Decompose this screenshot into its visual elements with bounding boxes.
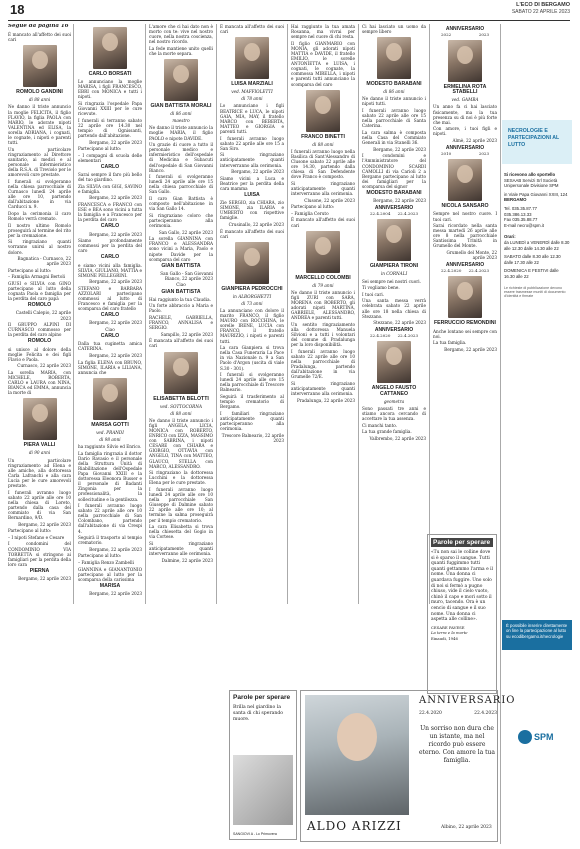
anniversary-heading: ANNIVERSARIO (374, 205, 414, 212)
text: I funerali avranno luogo sabato 22 aprile alle ore 10 nella chiesa di Loreto, partendo dalla casa del commiato di via San Bernardino, 9/D. (8, 489, 71, 521)
anniversary-heading: ANNIVERSARIO (445, 262, 485, 269)
text: Ne danno il triste annuncio i nipoti tutti. (362, 96, 426, 107)
signature-line: Crusinallo, 22 aprile 2023 (228, 221, 284, 227)
spm-logo (518, 728, 562, 746)
text: La cara salma è composta nella Casa del Commiato Generali in via Stanelli 36. (362, 129, 426, 146)
deceased-name: CARLO (100, 333, 120, 340)
text: – Famiglia Renzo Zambelli (78, 560, 134, 566)
deceased-name: ROMOLO (27, 338, 52, 345)
text: La cara Elisabetta si trova nella chiesetta del Gogio in via Cortese. (149, 524, 213, 540)
anniversary-heading: ANNIVERSARIO (445, 145, 485, 152)
text: I funerali avranno luogo sabato 22 aprile alle ore 15 nella parrocchiale di Santa Caterina. (362, 108, 426, 129)
text: Ne danno il triste annuncio i figli ZURI con SARA, MORENA con ROBERTO, gli adorati nipoti MARTINA, GABRIELE, ALESSANDRO, ANDREA e parenti tutti. (291, 289, 355, 321)
text: Un particolare ringraziamento al Direttore sanitario, ai medici e al personale infermieristico della R.S.A. di Treviolo per le amorevoli cure prestate. (8, 146, 71, 178)
signature-line: Bergamo, 22 aprile 2023 (231, 169, 284, 175)
deceased-name: LUISA (244, 191, 260, 198)
column-divider (500, 24, 501, 844)
text: I funerali avranno luogo sabato 22 aprile alle ore 10 nella parrocchiale di San Colombano, partendo dall'abitazione di via Crespi 4. (78, 503, 142, 534)
text: Si ringraziano coloro che parteciperanno alla cerimonia. (149, 212, 213, 229)
text: È mancato all'affetto dei suoi cari (8, 32, 71, 43)
text: Si ringraziano anticipatamente quanti interverranno alla cerimonia. (291, 180, 355, 197)
text: Ci hai lasciato un uomo da sempre libero (362, 24, 426, 35)
text: Partecipano al lutto: (291, 204, 335, 210)
signature-line: Curnasco, 22 aprile 2023 (17, 363, 71, 369)
text: Si ringraziano anticipatamente quanti interverranno alla cerimonia. (291, 380, 355, 397)
deceased-name: ALDO ARIZZI (307, 819, 402, 833)
notice-text: Le richieste di pubblicazione devono essere trasmesse muniti di documento d'identità e firmate (504, 285, 566, 299)
portrait-photo (305, 695, 409, 815)
contact-info (504, 172, 570, 299)
deceased-name: CARLO (100, 254, 120, 261)
text: Sempre nel nostro cuore. I tuoi cari. (433, 211, 497, 222)
hours-sunday: DOMENICA E FESTIVI dalle 16.30 alle 22 (504, 268, 559, 279)
signature-line: Stezzano, 22 aprile 2023 (373, 320, 426, 326)
text: La annunciano con dolore il marito FRANCO, il figlio MAURO con ROCCHINA, le sorelle IRENE, LUCIA con FRANCO, il fratello MAURIZIO, i nipoti e parenti tutti. (220, 308, 284, 344)
signature-line: Dalmine, 22 aprile 2023 (161, 557, 213, 563)
deceased-subtitle: ved. MAFFIOLETTI (231, 89, 273, 95)
text: I funerali si svolgeranno lunedì 24 aprile alle ore 15 nella parrocchiale di Trescore Balneario. (220, 372, 284, 393)
text: Lo annunciano la moglie MARISA, i figli FRANCESCO, EBRI con MONICA e tutti i nipoti. (78, 79, 142, 100)
signature-line: Valbrembo, 22 aprile 2023 (369, 435, 426, 441)
deceased-name: MODESTO BARABANI (366, 81, 422, 88)
portrait-photo (235, 37, 269, 79)
deceased-name: GIANPIERA PEDROCCHI (221, 285, 283, 292)
portrait-photo (164, 352, 198, 394)
deceased-subtitle: in CORNALI (380, 271, 408, 277)
portrait-photo (306, 231, 340, 273)
portrait-photo (377, 219, 411, 261)
parole-per-sperare-quote-box (427, 534, 497, 694)
column-divider (429, 24, 430, 604)
signature-line: Bergamo, 22 aprile 2023 (89, 279, 142, 285)
column-2 (78, 24, 142, 844)
deceased-age: di 73 anni (241, 300, 263, 306)
artwork-caption: SANGIOVI A - Lo Primovera (233, 832, 277, 836)
portrait-photo (448, 276, 482, 318)
deceased-name: LUISA MARZIALI (231, 81, 273, 88)
date-from: 22.4.2004 (370, 211, 391, 217)
section-title: NECROLOGIE E PARTECIPAZIONI AL LUTTO (508, 128, 560, 148)
text: I funerali avranno luogo sabato 22 aprile alle ore 10 nella parrocchiale di Pradalunga, partendo dall'abitazione in via Grumelle 72/E. (291, 348, 355, 380)
text: Ne danno il triste annuncio i figli ANGELA, LICIA, MONICA con ROBERTO, ENRICO con IZZA, MASSIMO con SABRINA, i nipoti CESARE con CHIARA e GIORGIO, OTTAVIA con ANGELO, TINA con MATTEO, GLAUCO, STELLA con MARCO, ALESSANDRO. (149, 417, 213, 469)
box-title: Parole per sperare (431, 538, 493, 547)
portrait-photo (23, 45, 57, 87)
text: Dalla tua cuginetta amica CATERINA. (78, 341, 142, 352)
text: Un particolare ringraziamento ad Elena e alle amiche, alla dottoressa Carla Lafranchi e alla cara Lucia per le cure amorevoli prestate. (8, 457, 71, 488)
signature-line: San Gallo - San Giovanni Bianco, 22 aprile 2023 (160, 270, 213, 281)
deceased-subtitle: in ALBORGHETTI (232, 293, 272, 299)
quote-publisher: Einaudi, 1946 (431, 635, 458, 641)
text: – I compagni di scuola delle elementari (78, 152, 142, 163)
deceased-name: MARISA GOTTI (91, 421, 129, 428)
text: La tua famiglia. (433, 340, 467, 346)
text: La famiglia ringrazia il dottor Dario Ravasio e il personale della Struttura Unità di Riabilitazione dell'Ospedale Papa Giovanni XXIII e la dottoressa Eleonora Busser e il personale di Badanti Zingonia per la professionalità, la sollecitudine e la gentilezza. (78, 450, 142, 502)
text: Si ringraziano anticipatamente quanti interverranno alla cerimonia. (220, 152, 284, 168)
text: Una santa messa verrà celebrata sabato 22 aprile alle ore 18 nella chiesa di Stezzano. (362, 298, 426, 319)
online-notice[interactable] (502, 620, 572, 650)
text: Partecipano al lutto: (78, 146, 122, 152)
text: Un grazie di cuore a tutto il personale medico e infermieristico dell'ospedale di Medicina e Subacuti dell'ospedale di San Giovanni Bianco. (149, 142, 213, 173)
portrait-photo (448, 40, 482, 82)
contact-email[interactable]: E-mail necro@spm.it (504, 222, 544, 228)
date-from: 22.4.2020 (370, 333, 391, 339)
text: I condomini del CONDOMINIO VIA TORRETTA si stringono ai famigliari per la perdita della loro cara (8, 541, 71, 567)
portrait-photo (93, 378, 127, 420)
deceased-subtitle: ved. GAMBA (451, 97, 479, 103)
date-from: 2022 (441, 32, 452, 38)
parole-per-sperare-box (229, 690, 297, 840)
text: GIUSI e SILVIA con GINO partecipano al lutto della cognata Paola e famiglia per la perdita del caro papà (8, 280, 71, 302)
text: Ne danno il triste annuncio la moglie MARIA, il figlio PAOLO e nipote DAVIDE. (149, 125, 213, 141)
anniversary-dates (419, 711, 497, 716)
text: Siamo vicini a Luca e Beatrice per la perdita della cara mamma (220, 175, 284, 191)
text: Seguirà il trasferimento al tempio crematorio di Bergamo. (220, 394, 284, 410)
contact-fax: Fax 035.35.88.77 (504, 217, 538, 223)
portrait-photo (93, 27, 127, 69)
signature-line: Sampillo, 22 aprile 2023 (160, 331, 213, 337)
text: Seguirà il trasporto al tempio crematorio. (78, 535, 142, 546)
quote-author: CESARE PAVESE (431, 624, 465, 630)
text: È mancata all'affetto dei suoi cari (149, 338, 213, 349)
text: Ciao (105, 327, 115, 333)
text: e siamo vicini alla famiglia. SILVIA, GIULIANO, MATTIA e SIMONE PELLEGRINI. (78, 262, 142, 278)
text: Dopo la cerimonia il caro Romolo verrà cremato. (8, 210, 71, 221)
text: Ne danno il triste annuncio la moglie FELICITA, il figlio FLAVIO, la figlia PAOLA con MARIO, le adorate nipoti VALENTINA ed ELISA, la sorella ADRIANA, i cognati, le cognate, i nipoti e parenti tutti. (8, 104, 71, 146)
deceased-name: PIERA VALLI (23, 442, 56, 449)
deceased-name: GIAN BATTISTA MORALI (150, 103, 212, 110)
deceased-name: ANGELO FAUSTO CATTANEO (371, 385, 417, 397)
contact-company: SESAAB Servizi Srl Società Unipersonale Divisione SPM (504, 177, 559, 189)
box-title: Parole per sperare (233, 694, 291, 701)
hours-heading: Orari: (504, 234, 516, 240)
signature-line: Bergamo, 22 aprile 2023 (89, 139, 142, 145)
artwork-image (233, 755, 293, 825)
deceased-name: GIAN BATTISTA (161, 262, 201, 269)
hours-weekday: da LUNEDÌ a VENERDÌ dalle 8.30 alle 12.30 dalle 14.30 alle 22 (504, 239, 570, 251)
header-divider (8, 20, 570, 21)
signature-line: Bergamo, 22 aprile 2023 (89, 195, 142, 201)
deceased-name: GIAN BATTISTA (161, 288, 201, 295)
signature-line: Bergamo, 22 aprile 2023 (18, 521, 71, 527)
contact-heading: Si ricevono allo sportello (504, 172, 556, 177)
column-3 (149, 24, 213, 844)
deceased-name: GIAMPIERA TIRONI (369, 263, 419, 270)
deceased-name: PIERNA (29, 567, 50, 574)
page-header (0, 0, 580, 22)
deceased-age: di 79 anni (312, 282, 334, 288)
deceased-name: NICOLA SANSARO (441, 203, 489, 210)
text: L'amore che ci hai dato non è morto con te: vive nel nostro cuore, nella nostra coscienza, nel nostro ricordo. (149, 24, 213, 45)
column-6 (362, 24, 426, 686)
anniversary-heading: ANNIVERSARIO (419, 695, 516, 706)
newspaper-name: L'ECO DI BERGAMO (516, 2, 570, 8)
text: FRANCESCA e FRANCO con ESE e BEA sono vicini a tutta la famiglia e a Francesco per la perdita del caro (78, 202, 142, 223)
deceased-age: di 88 anni (28, 97, 51, 103)
text: Lo annunciano i figli BEATRICE e LUCA, le nipoti GAIA, MIA, MAY, il fratello MARCO con BEBERTA, MATTEO e GIORGIA e parenti tutti. (220, 103, 284, 134)
text: La tua grande famiglia. (362, 429, 412, 435)
text: Un sentito ringraziamento alla dottoressa Manuela Silvioni e a tutti i volontari del comune di Pradalunga per la loro disponibilità. (291, 321, 355, 348)
text: La sorella MARIA, con MICHELE, ROBERTA, CARLO e LAURA con NINA, BIANCA ed EMMA, annuncia la morte di (8, 369, 71, 396)
continued-from: Segue da pagina 16 (8, 24, 69, 29)
signature-line: Grumello del Monte, 22 aprile 2023 (446, 250, 497, 261)
text: Si ringraziano anticipatamente quanti interverranno alle cerimonia. (149, 540, 213, 557)
box-body: «Tu non sai le colline dove si è sparso il sangue. Tutti quanti fuggimmo tutti quanti gettammo l'arma e il nome. Una donna ci guardava fuggire. Uno solo di noi si fermò a pugno chiuso, vide il cielo vuoto, chinò il capo e morì sotto il muro, tacendo. Ora è un cencio di sangue e il suo nome. Una donna ci aspetta alle colline». (431, 550, 493, 623)
text: I tuoi cari. (362, 291, 385, 297)
deceased-name: FERRUCCIO REMONDINI (434, 320, 496, 327)
text: I familiari ringraziano anticipatamente quanti parteciperanno alla cerimonia. (220, 410, 284, 432)
text: Il caro Gian Battista è composto nell'abitazione in via San Gallo 14. (149, 196, 213, 212)
text: Hai raggiunto la tua Claudia. (149, 296, 211, 302)
anniversary-dates (433, 151, 497, 156)
spm-logo-icon (518, 730, 532, 744)
deceased-name: ERMELINA ROTA STABELLI (443, 84, 487, 96)
text: si unisce al dolore della moglie Felicita e dei figli Flavio e Paola. (8, 346, 71, 362)
date-from: 22.4.2020 (419, 711, 442, 716)
deceased-age: di 98 anni (99, 436, 121, 442)
signature-line: Bergamo, 22 aprile 2023 (89, 352, 142, 358)
deceased-subtitle: ved. SOTTOCORNA (159, 403, 203, 409)
signature-line: Bergamo, 22 aprile 2023 (89, 546, 142, 552)
hours-saturday: SABATO dalle 8.30 alle 12.30 dalle 17.30 alle 22 (504, 254, 561, 265)
text: Partecipano al lutto: (8, 267, 52, 273)
contact-city: BERGAMO (504, 197, 527, 203)
signature-line: Trescore Balneario, 22 aprile 2023 (221, 432, 284, 443)
text: Si ringraziano la dottoressa Lucchini e la dottoressa Elena per le cure prestate. (149, 470, 213, 486)
text: ha raggiunto Silvio ed Enrico. (78, 444, 142, 450)
signature-line: Albino, 22 aprile 2023 (441, 825, 492, 830)
signature-line: Castelli Calepio, 22 aprile 2023 (15, 310, 71, 321)
column-7 (433, 24, 497, 530)
text: I funerali avranno luogo sabato 22 aprile alle ore 15 a San Siro. (220, 135, 284, 151)
deceased-name: ROMOLO GANDINI (16, 89, 63, 96)
text: Il figlio GIANMARIO con MONIA, gli adorati nipoti MATTIA e DAVIDE, il fratello EMILIO, le sorelle ANTONIETTA e LUISA, i cognati, le cognate, la commossa MIRELLA, i nipoti e parenti tutti annunciano la scomparsa del caro (291, 40, 355, 87)
text: Sono passati tre anni e stiamo ancora cercando di accettare la tua assenza. (362, 405, 426, 421)
text: Sarai ricordato nella santa messa martedì 26 aprile alle ore 8 nella parrocchiale Santissima Trinità in Grumello del Monte. (433, 223, 497, 249)
text: Zia SILVIA con GIGI, SAVINO e famiglia. (78, 183, 142, 194)
text: La figlia ELENA con BRUNO, SIMONE, ILARIA e LILIANA, annuncia che (78, 359, 142, 375)
column-1 (8, 24, 71, 844)
date-to: 22.4.2023 (474, 711, 497, 716)
text: Ci manchi tanto. (362, 422, 398, 428)
signature-line: Bergamo, 22 aprile 2023 (373, 146, 426, 152)
text: La cara Gianpiera si trova nella Casa Funeraria La Pace in via Nazionale n. 9 a San Paolo d'Argon (uscita di viale S.30 - 301). (220, 345, 284, 371)
portrait-photo (235, 242, 269, 284)
text: È mancato all'affetto dei suoi cari (291, 217, 355, 228)
deceased-age: di 78 anni (241, 96, 263, 102)
portrait-photo (377, 341, 411, 383)
text: Ti vogliamo bene. (362, 285, 400, 291)
portrait-photo (164, 59, 198, 101)
text: GIANNINA e GIANANTONIO partecipano al lutto per la scomparsa della carissima (78, 566, 142, 582)
signature-line: Bergamo, 22 aprile 2023 (18, 576, 71, 581)
online-notice-text: È possibile inserire direttamente on line la partecipazione al lutto su ecodibergamo.it/necrologie (506, 623, 568, 639)
spm-logo-text: SPM (534, 732, 554, 742)
column-divider (216, 24, 217, 604)
featured-anniversary (300, 690, 516, 842)
date-from: 22.4.2020 (441, 268, 462, 274)
portrait-photo (23, 398, 57, 440)
deceased-age: di 88 anni (312, 141, 334, 147)
box-body: Brilla nel giardino la santa di chi sperando muore. (233, 705, 284, 722)
text: Un forte abbraccio a Maria e Paolo. (149, 303, 213, 314)
text: STEFANO e BARBARA AZZOLARI partecipano commossi al lutto di Francesco e famiglia per la scomparsa del caro fratello (78, 285, 142, 312)
text: I funerali si svolgeranno nella chiesa parrocchiale di Curnasco lunedì 24 aprile alle ore 10, partendo dall'abitazione in via Carducci n. 9. (8, 178, 71, 210)
text: Con amore, i tuoi figli e nipoti. (433, 126, 497, 137)
deceased-name: MARCELLO COLOMBI (295, 274, 351, 281)
text: È mancata all'affetto dei suoi cari (220, 24, 284, 35)
anniversary-dates (362, 333, 426, 338)
deceased-name: FRANCO BINETTI (301, 133, 345, 140)
text: Zie SERGIO, zia CHIARA, zio SIMONE, zia ILARIA e UMBERTO con rispettive famiglie. (220, 200, 284, 221)
portrait-photo (306, 90, 340, 132)
section-label (502, 120, 572, 164)
deceased-subtitle: geometra (383, 398, 405, 404)
text: Hai raggiunto la tua amata Rosanna, ma vivrai per sempre nel cuore di chi resta. (291, 24, 355, 40)
text: – Famiglia Ceruto (291, 210, 329, 216)
text: Il GRUPPO ALPINI DI CURNASCO commosso per la perdita del caro alpino (8, 322, 71, 338)
anniversary-dates (433, 32, 497, 37)
deceased-name: CARLO BORSATI (88, 71, 132, 77)
column-divider (358, 24, 359, 604)
portrait-photo (377, 37, 411, 79)
text: I funerali avranno luogo nella Basilica di Sant'Alessandro di Clusone sabato 22 aprile alle ore 14.30, partendo dalla chiesa di San Defendente dove Franco è composto. (291, 148, 355, 180)
text: Ciao (176, 282, 186, 288)
quote-source: La terra e la morte (431, 630, 468, 636)
text: Si ringraziano quanti vorranno unirsi al nostro dolore. (8, 239, 71, 255)
anniversary-dates (433, 268, 497, 273)
deceased-age: di 86 anni (383, 89, 405, 95)
signature-line: San Gallo, 22 aprile 2023 (158, 229, 213, 235)
deceased-name: ELISABETTA BELOTTI (153, 395, 209, 402)
deceased-name: CARLO (100, 164, 120, 170)
text: Si ringrazia l'ospedale Papa Giovanni XXIII per le cure ricevute. (78, 100, 142, 117)
text: Sarai sempre il faro più bello del tuo giardino. (78, 172, 142, 183)
column-divider (287, 24, 288, 604)
contact-phone: Tel. 035.35.87.77 (504, 205, 537, 211)
date-to: 2023 (478, 32, 489, 38)
text: I funerali si svolgeranno lunedì 24 aprile alle ore 15 nella chiesa parrocchiale di San Gallo. (149, 174, 213, 195)
portrait-photo (448, 159, 482, 201)
text: È mancato all'affetto dei suoi cari (220, 228, 284, 239)
signature-line: Clusone, 22 aprile 2023 (304, 197, 355, 203)
text: I funerali si terranno sabato 22 aprile ore 14.30 nel tempio di Ognissanti, partendo dall'abitazione. (78, 117, 142, 139)
deceased-subtitle: maestro (172, 118, 190, 124)
signature-line: Pradalunga, 22 aprile 2023 (296, 397, 355, 403)
date-to: 22.4.2023 (397, 211, 418, 217)
column-divider (145, 24, 146, 604)
text: Un anno fa ci hai lasciato fisicamente, ma la tua presenza su di noi è più forte che mai. (433, 104, 497, 125)
text: La fede mantiene unito quelli che la morte separa. (149, 45, 213, 56)
anniversary-heading: ANNIVERSARIO (374, 327, 414, 334)
signature-line: Bergamo, 22 aprile 2023 (444, 346, 497, 352)
column-divider (73, 24, 74, 604)
signature-line: Almè, 22 aprile 2023 (452, 138, 497, 144)
signature-line: Bergamo, 22 aprile 2023 (89, 231, 142, 237)
column-4 (220, 24, 284, 686)
text: Anche lontano sei sempre con noi. (433, 328, 497, 339)
text: I condomini e l'Amministratore del CONDOMINIO SCARDI CAMOLLI di via Carioli 2 a Bergamo partecipano al lutto dei famigliari per la scomparsa del signor (362, 153, 426, 189)
contact-phone-2: 035.386.13.33 (504, 211, 532, 217)
anniversary-dates (362, 211, 426, 216)
text: Partecipano al lutto: (78, 553, 122, 559)
page-number: 18 (10, 2, 25, 17)
date-to: 22.4.2023 (468, 268, 489, 274)
text: La sorella GIANNINA con FRANCO e ALESSANDRA sono vicini a Maria, Paolo e nipote Davide per la scomparsa del caro (149, 236, 213, 262)
signature-line: Bagnatica - Curnasco, 22 aprile 2023 (17, 256, 71, 267)
text: RACHELE, GABRIELLA, FRANCO, ANNALISA e SERGIO. (149, 314, 213, 331)
signature-line: Bergamo, 22 aprile 2023 (89, 591, 142, 596)
column-5 (291, 24, 355, 686)
deceased-age: di 88 anni (170, 410, 192, 416)
text: – I nipoti Stefano e Cesare (8, 534, 65, 540)
date-to: 2023 (478, 151, 489, 157)
deceased-age: di 86 anni (170, 111, 192, 117)
deceased-name: MARISA (99, 582, 121, 589)
deceased-name: CARLO (100, 312, 120, 319)
text: – Famiglia Armagni Bertoli (8, 274, 66, 280)
date-to: 22.4.2023 (397, 333, 418, 339)
date-from: 2010 (441, 151, 452, 157)
contact-address: in Viale Papa Giovanni XXIII, 124 (504, 191, 568, 197)
text: Partecipano al lutto: (8, 528, 52, 534)
text: I funerali avranno luogo lunedì 24 aprile alle ore 10 nella parrocchiale San Giuseppe di Dalmine sabato 22 aprile alle ore 10; al termine la salma proseguirà per il tempio crematorio. (149, 487, 213, 523)
deceased-age: di 90 anni (28, 450, 51, 456)
deceased-name: MODESTO BARABANI (366, 189, 422, 196)
text: Sei sempre nei nostri cuori. (362, 278, 421, 284)
deceased-subtitle: ved. PRANDI (96, 429, 124, 435)
anniversary-quote: Un sorriso non dura che un istante, ma nel ricordo può essere eterno. Con amore la tua famiglia. (419, 725, 496, 764)
signature-line: Bergamo, 22 aprile 2023 (373, 198, 426, 204)
deceased-name: ROMOLO (27, 302, 52, 309)
newspaper-date: SABATO 22 APRILE 2023 (511, 9, 570, 15)
signature-line: Bergamo, 22 aprile 2023 (89, 320, 142, 326)
anniversary-heading: ANNIVERSARIO (445, 26, 485, 32)
text: Il nostro ultimo Romolo proseguirà al termine del rito per la cremazione. (8, 222, 71, 238)
text: Siamo profondamente commossi per la perdita del caro (78, 238, 142, 254)
deceased-name: CARLO (100, 223, 120, 230)
